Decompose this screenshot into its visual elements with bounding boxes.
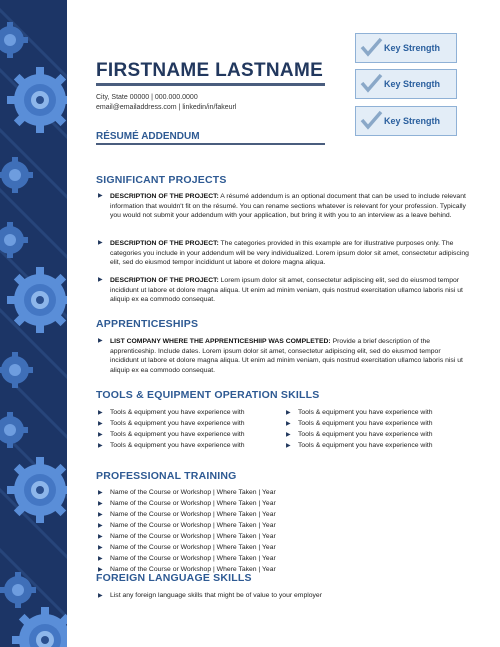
training-text: Name of the Course or Workshop | Where Taken | Year	[110, 489, 276, 496]
arrow-bullet-icon: ▶	[98, 545, 103, 551]
project-item	[98, 276, 470, 305]
arrow-bullet-icon: ▶	[98, 593, 103, 599]
tool-item	[286, 420, 433, 427]
arrow-bullet-icon: ▶	[98, 443, 103, 449]
candidate-name: FIRSTNAME LASTNAME	[96, 60, 324, 81]
apprenticeship-text: Provide a brief description of the apprenticeship. Include dates. Lorem ipsum dolor sit amet, consectetur adipiscing elit, sed do eiusmod tempor incididunt ut labore et dolore magna aliqua. Ut enim ad minim veniam, quis nostrud exercitation ullamco laboris nisi ut aliquip ex ea commodo consequat.	[110, 338, 463, 374]
tool-item	[98, 409, 245, 416]
section-title-tools: TOOLS & EQUIPMENT OPERATION SKILLS	[96, 389, 320, 401]
training-text: Name of the Course or Workshop | Where Taken | Year	[110, 566, 276, 573]
training-text: Name of the Course or Workshop | Where Taken | Year	[110, 522, 276, 529]
project-label: DESCRIPTION OF THE PROJECT:	[110, 193, 219, 200]
arrow-bullet-icon: ▶	[98, 567, 103, 573]
tool-item	[98, 431, 245, 438]
project-text: The categories provided in this example are for illustrative purposes only. The categories you include in your addendum will be very individualized. Lorem ipsum dolor sit amet, consectetur adipiscing elit, sed do eiusmod tempor incididunt ut labore et dolore magna aliqua.	[110, 240, 469, 267]
apprenticeship-label: LIST COMPANY WHERE THE APPRENTICESHIIP WAS COMPLETED:	[110, 338, 331, 345]
arrow-bullet-icon: ▶	[98, 410, 103, 416]
language-item	[98, 592, 322, 599]
arrow-bullet-icon: ▶	[98, 534, 103, 540]
title-divider	[96, 143, 325, 145]
project-label: DESCRIPTION OF THE PROJECT:	[110, 277, 219, 284]
tool-item	[98, 420, 245, 427]
key-strength-box	[355, 69, 457, 99]
key-strength-label: Key Strength	[384, 79, 441, 89]
apprenticeship-item	[98, 337, 470, 375]
key-strength-label: Key Strength	[384, 116, 441, 126]
tool-item	[286, 431, 433, 438]
tool-item	[98, 442, 245, 449]
gear-sidebar	[0, 0, 67, 647]
arrow-bullet-icon: ▶	[98, 556, 103, 562]
arrow-bullet-icon: ▶	[98, 421, 103, 427]
arrow-bullet-icon: ▶	[98, 432, 103, 438]
arrow-bullet-icon: ▶	[286, 432, 291, 438]
tool-text: Tools & equipment you have experience with	[298, 442, 433, 449]
project-item	[98, 239, 470, 268]
arrow-bullet-icon: ▶	[286, 410, 291, 416]
arrow-bullet-icon: ▶	[98, 338, 103, 344]
training-text: Name of the Course or Workshop | Where Taken | Year	[110, 533, 276, 540]
training-item	[98, 489, 276, 496]
project-label: DESCRIPTION OF THE PROJECT:	[110, 240, 219, 247]
project-text: A résumé addendum is an optional document that can be used to include relevant information that wouldn't fit on the résumé. You can rename sections whatever is relevant for your profession. Typically you would not submit your addendum with your application, but bring it with you to an interview as a leave behind.	[110, 193, 466, 220]
training-text: Name of the Course or Workshop | Where Taken | Year	[110, 555, 276, 562]
tool-item	[286, 409, 433, 416]
key-strength-box	[355, 106, 457, 136]
training-item	[98, 533, 276, 540]
tool-text: Tools & equipment you have experience with	[298, 420, 433, 427]
project-item	[98, 192, 470, 221]
training-item	[98, 522, 276, 529]
training-item	[98, 500, 276, 507]
contact-email-linkedin: email@emailaddress.com | linkedin/in/fakeurl	[96, 104, 237, 111]
tool-text: Tools & equipment you have experience with	[110, 442, 245, 449]
training-item	[98, 555, 276, 562]
arrow-bullet-icon: ▶	[98, 501, 103, 507]
arrow-bullet-icon: ▶	[286, 421, 291, 427]
contact-address-phone: City, State 00000 | 000.000.0000	[96, 94, 198, 101]
gear-pattern-image	[0, 0, 67, 647]
arrow-bullet-icon: ▶	[98, 277, 103, 283]
document-title: RÉSUMÉ ADDENDUM	[96, 131, 200, 142]
name-divider	[96, 83, 325, 86]
tool-item	[286, 442, 433, 449]
checkmark-icon	[359, 71, 383, 95]
key-strength-label: Key Strength	[384, 43, 441, 53]
arrow-bullet-icon: ▶	[98, 490, 103, 496]
tool-text: Tools & equipment you have experience with	[110, 431, 245, 438]
arrow-bullet-icon: ▶	[98, 240, 103, 246]
key-strength-box	[355, 33, 457, 63]
tool-text: Tools & equipment you have experience with	[110, 420, 245, 427]
arrow-bullet-icon: ▶	[98, 193, 103, 199]
tool-text: Tools & equipment you have experience with	[298, 431, 433, 438]
training-item	[98, 511, 276, 518]
training-text: Name of the Course or Workshop | Where Taken | Year	[110, 500, 276, 507]
section-title-languages: FOREIGN LANGUAGE SKILLS	[96, 572, 252, 584]
language-text: List any foreign language skills that might be of value to your employer	[110, 592, 322, 599]
project-text: Lorem ipsum dolor sit amet, consectetur adipiscing elit, sed do eiusmod tempor incididunt ut labore et dolore magna aliqua. Ut enim ad minim veniam, quis nostrud exercitation ullamco laboris nisi ut aliquip ex ea commodo consequat.	[110, 277, 463, 304]
section-title-projects: SIGNIFICANT PROJECTS	[96, 174, 227, 186]
checkmark-icon	[359, 35, 383, 59]
tool-text: Tools & equipment you have experience with	[298, 409, 433, 416]
section-title-training: PROFESSIONAL TRAINING	[96, 470, 237, 482]
section-title-apprenticeships: APPRENTICESHIPS	[96, 318, 199, 330]
arrow-bullet-icon: ▶	[286, 443, 291, 449]
training-text: Name of the Course or Workshop | Where Taken | Year	[110, 544, 276, 551]
tool-text: Tools & equipment you have experience with	[110, 409, 245, 416]
checkmark-icon	[359, 108, 383, 132]
arrow-bullet-icon: ▶	[98, 523, 103, 529]
training-item	[98, 544, 276, 551]
arrow-bullet-icon: ▶	[98, 512, 103, 518]
training-text: Name of the Course or Workshop | Where Taken | Year	[110, 511, 276, 518]
